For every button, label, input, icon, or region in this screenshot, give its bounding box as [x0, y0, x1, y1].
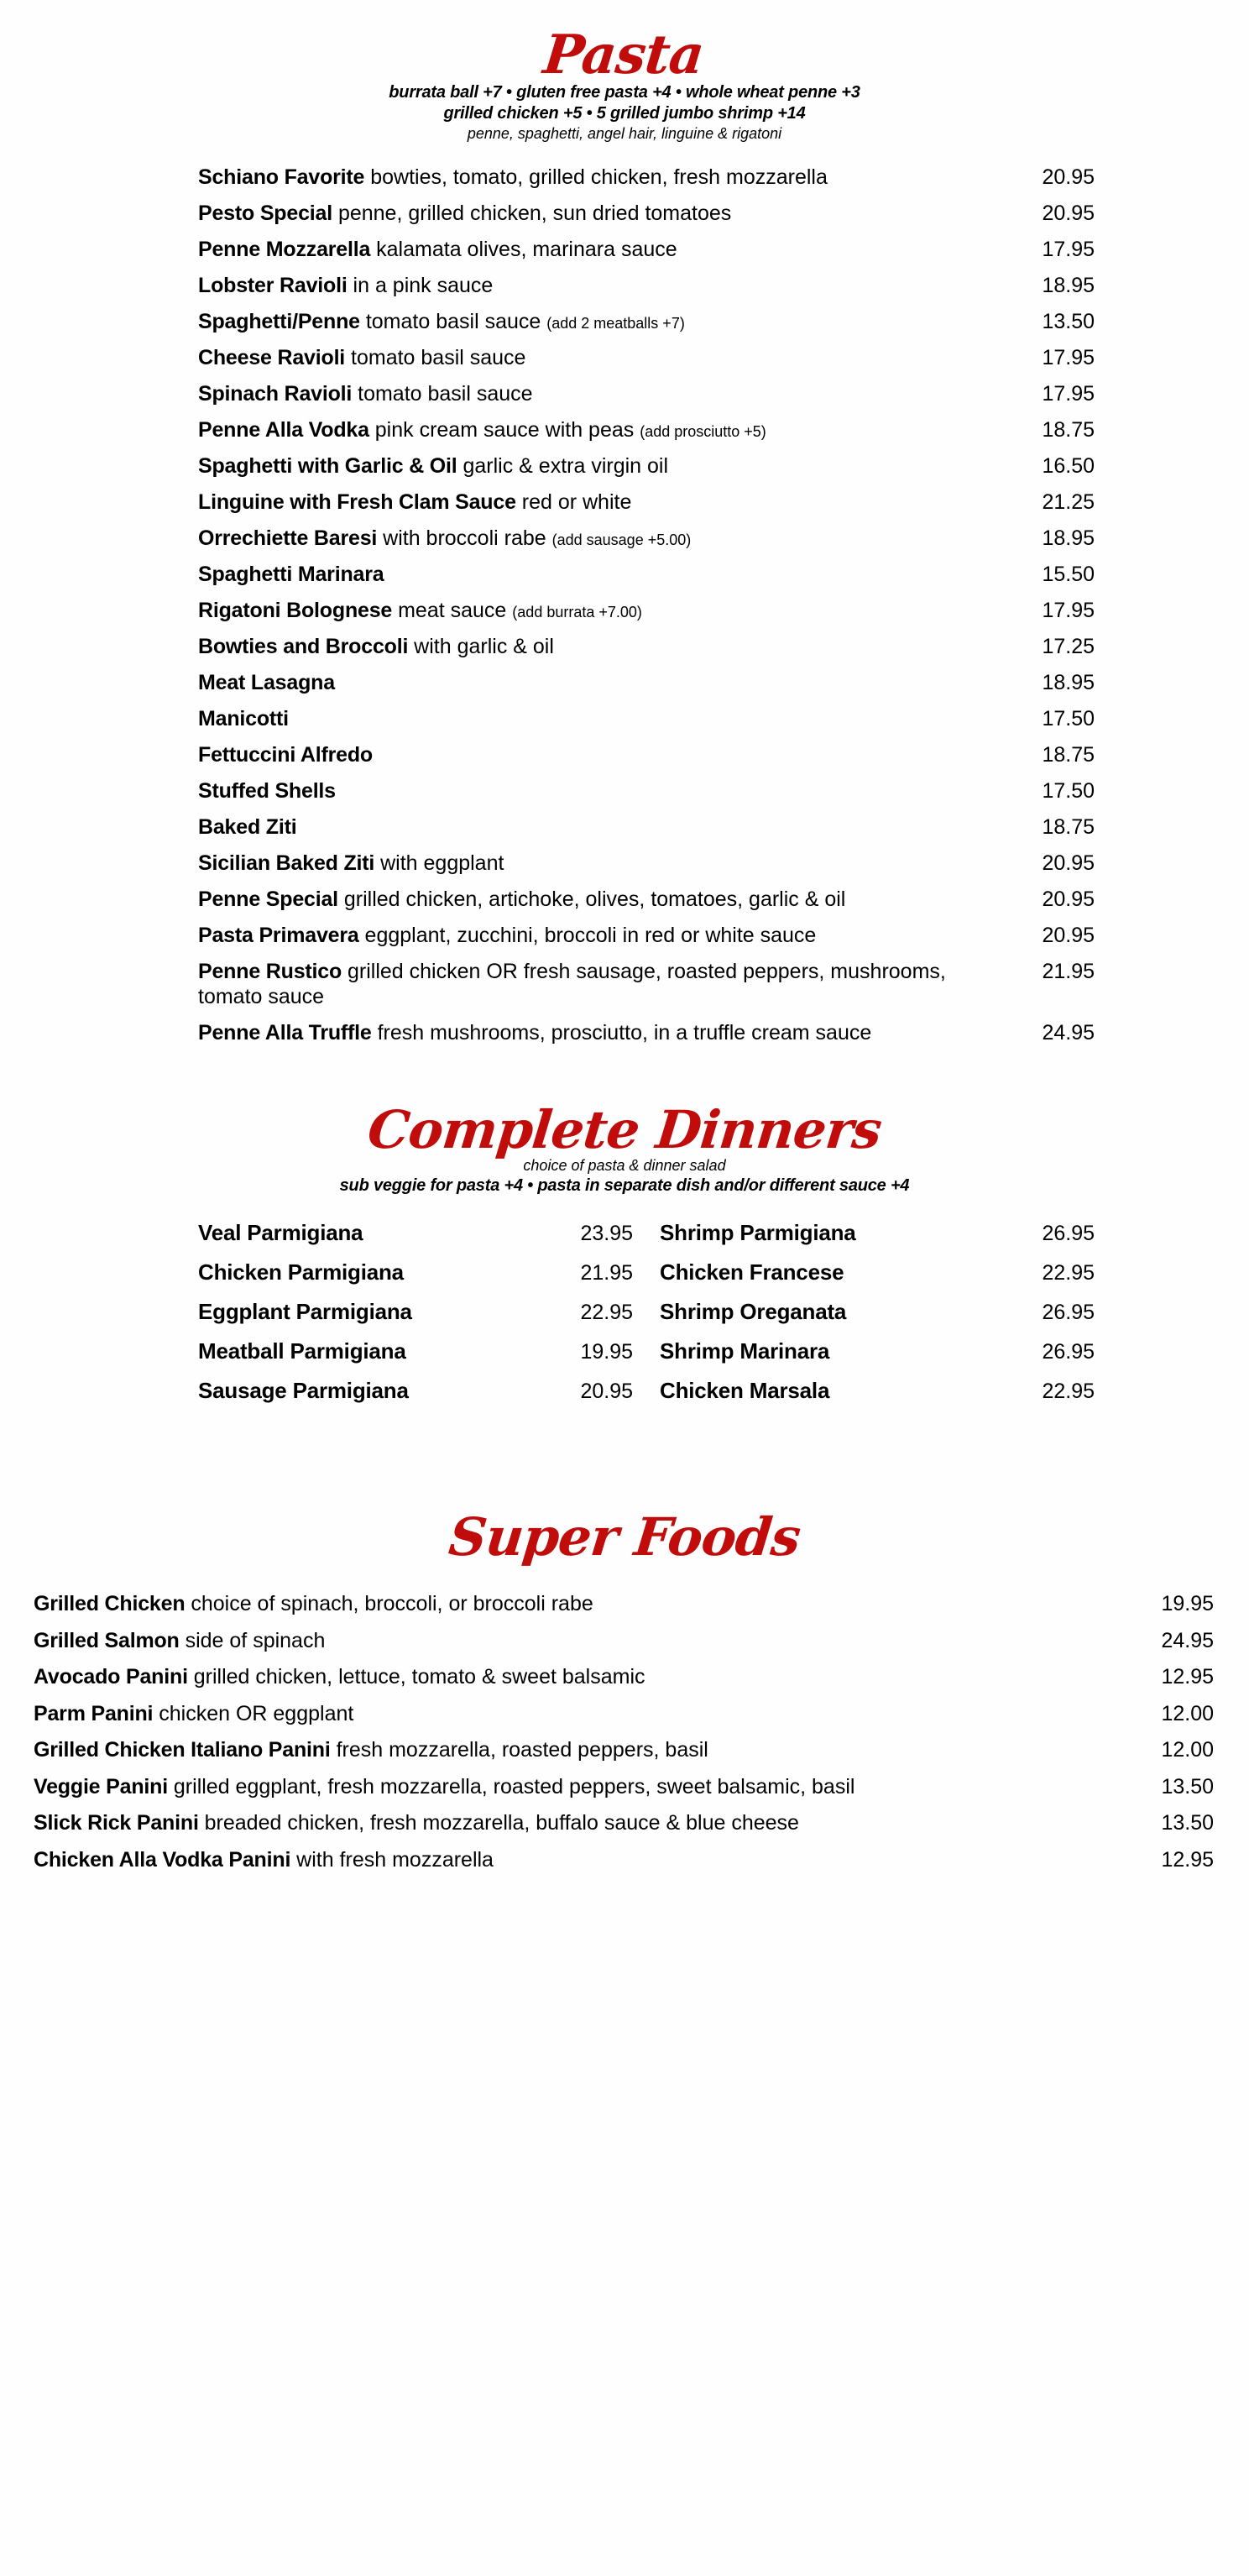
menu-item-price: 17.95 — [1042, 599, 1095, 623]
menu-item-price: 18.95 — [1042, 526, 1095, 551]
menu-item-price: 20.95 — [1042, 887, 1095, 912]
menu-item-description: meat sauce — [398, 599, 507, 623]
menu-item-name: Cheese Ravioli — [198, 346, 346, 370]
menu-item-text — [198, 563, 1004, 588]
menu-item-description: grilled chicken OR fresh sausage, roasted peppers, mushrooms, tomato sauce — [198, 960, 946, 1008]
super-food-name: Grilled Chicken — [34, 1592, 186, 1616]
super-food-price: 19.95 — [1161, 1592, 1214, 1616]
pasta-section-heading: Pasta — [540, 24, 707, 86]
super-food-description: grilled chicken, lettuce, tomato & sweet balsamic — [193, 1665, 645, 1689]
menu-item-text — [198, 454, 1004, 479]
menu-item-row — [198, 346, 1095, 371]
menu-item-row — [198, 815, 1095, 840]
super-food-description: chicken OR eggplant — [159, 1701, 354, 1725]
menu-item-text — [198, 1021, 1004, 1046]
menu-item-row — [198, 851, 1095, 877]
menu-item-description: grilled chicken, artichoke, olives, tomatoes, garlic & oil — [343, 887, 846, 912]
super-food-row — [34, 1811, 1214, 1836]
menu-item-price: 16.50 — [1042, 454, 1095, 479]
menu-item-name: Bowties and Broccoli — [198, 635, 409, 659]
menu-item-price: 17.50 — [1042, 707, 1095, 731]
menu-item-row — [198, 202, 1095, 227]
menu-item-row — [198, 779, 1095, 804]
menu-item-price: 20.95 — [1042, 851, 1095, 876]
super-food-price: 12.95 — [1161, 1665, 1214, 1689]
menu-item-row — [198, 165, 1095, 191]
dinner-item-row — [660, 1220, 1095, 1246]
super-food-row — [34, 1775, 1214, 1800]
super-food-row — [34, 1738, 1214, 1763]
menu-item-description: with eggplant — [380, 851, 504, 876]
menu-item-text — [198, 382, 1004, 407]
menu-item-row — [198, 563, 1095, 588]
menu-item-name: Schiano Favorite — [198, 165, 365, 190]
complete-dinners-grid — [154, 1220, 1095, 1417]
super-food-row — [34, 1629, 1214, 1654]
menu-item-text — [198, 851, 1004, 877]
menu-item-description: tomato basil sauce — [351, 346, 526, 370]
menu-item-price: 18.95 — [1042, 671, 1095, 695]
menu-item-name: Spaghetti Marinara — [198, 563, 384, 587]
menu-item-row — [198, 599, 1095, 624]
dinner-item-row — [198, 1299, 633, 1325]
menu-item-description: with broccoli rabe — [383, 526, 546, 551]
super-food-price: 12.95 — [1161, 1847, 1214, 1872]
menu-item-row — [198, 1021, 1095, 1046]
menu-item-description: pink cream sauce with peas — [374, 418, 635, 442]
dinner-item-name: Chicken Francese — [660, 1259, 844, 1285]
pasta-addons-line-1: burrata ball +7 • gluten free pasta +4 • whole wheat penne +3 — [389, 83, 860, 102]
menu-item-row — [198, 887, 1095, 913]
menu-item-row — [198, 238, 1095, 263]
dinner-item-row — [660, 1259, 1095, 1285]
dinners-substitution-note: sub veggie for pasta +4 • pasta in separate dish and/or different sauce +4 — [339, 1176, 910, 1196]
menu-item-name: Penne Mozzarella — [198, 238, 371, 262]
menu-item-price: 20.95 — [1042, 165, 1095, 190]
menu-item-text — [198, 165, 1004, 191]
dinner-item-row — [660, 1299, 1095, 1325]
dinner-item-name: Shrimp Oreganata — [660, 1299, 847, 1325]
menu-item-name: Penne Rustico — [198, 960, 342, 984]
super-food-text — [34, 1848, 1130, 1873]
menu-item-text — [198, 960, 1004, 1009]
menu-item-name: Sicilian Baked Ziti — [198, 851, 375, 876]
menu-item-addon-note: (add 2 meatballs +7) — [546, 315, 685, 332]
dinner-item-price: 22.95 — [1042, 1380, 1095, 1404]
super-food-text — [34, 1629, 1130, 1654]
dinners-choice-note: choice of pasta & dinner salad — [523, 1156, 726, 1174]
menu-item-row — [198, 707, 1095, 732]
menu-item-name: Stuffed Shells — [198, 779, 336, 804]
menu-item-row — [198, 454, 1095, 479]
menu-item-row — [198, 635, 1095, 660]
menu-item-name: Pesto Special — [198, 202, 332, 226]
super-food-text — [34, 1775, 1130, 1800]
menu-item-row — [198, 743, 1095, 768]
menu-item-name: Spinach Ravioli — [198, 382, 353, 406]
dinner-item-name: Chicken Marsala — [660, 1378, 830, 1404]
super-food-price: 12.00 — [1161, 1701, 1214, 1725]
menu-item-price: 21.25 — [1042, 490, 1095, 515]
menu-item-name: Spaghetti with Garlic & Oil — [198, 454, 457, 479]
menu-item-text — [198, 887, 1004, 913]
menu-item-text — [198, 635, 1004, 660]
menu-item-name: Penne Alla Truffle — [198, 1020, 372, 1045]
dinner-item-price: 23.95 — [580, 1222, 633, 1246]
menu-item-addon-note: (add sausage +5.00) — [551, 531, 692, 549]
menu-item-row — [198, 382, 1095, 407]
dinner-item-row — [198, 1220, 633, 1246]
menu-item-text — [198, 526, 1004, 552]
super-food-text — [34, 1702, 1130, 1727]
menu-item-price: 18.75 — [1042, 815, 1095, 840]
menu-item-row — [198, 490, 1095, 516]
menu-item-price: 18.75 — [1042, 418, 1095, 442]
menu-item-text — [198, 490, 1004, 516]
menu-item-text — [198, 671, 1004, 696]
dinner-item-name: Shrimp Marinara — [660, 1338, 830, 1364]
dinner-item-price: 19.95 — [580, 1340, 633, 1364]
super-food-text — [34, 1665, 1130, 1690]
dinner-item-name: Sausage Parmigiana — [198, 1378, 409, 1404]
menu-item-description: kalamata olives, marinara sauce — [376, 238, 677, 262]
super-food-description: choice of spinach, broccoli, or broccoli rabe — [191, 1592, 593, 1616]
menu-item-description: eggplant, zucchini, broccoli in red or white sauce — [364, 924, 817, 948]
super-food-name: Parm Panini — [34, 1701, 154, 1725]
menu-item-price: 17.95 — [1042, 346, 1095, 370]
menu-item-price: 17.50 — [1042, 779, 1095, 804]
menu-item-description: with garlic & oil — [414, 635, 554, 659]
menu-item-text — [198, 238, 1004, 263]
dinner-item-name: Chicken Parmigiana — [198, 1259, 404, 1285]
super-food-price: 12.00 — [1161, 1738, 1214, 1762]
super-food-row — [34, 1592, 1214, 1617]
dinner-item-price: 20.95 — [580, 1380, 633, 1404]
menu-item-name: Manicotti — [198, 707, 289, 731]
super-food-description: breaded chicken, fresh mozzarella, buffalo sauce & blue cheese — [204, 1811, 799, 1835]
menu-item-row — [198, 418, 1095, 443]
menu-item-row — [198, 960, 1095, 1009]
menu-item-row — [198, 526, 1095, 552]
menu-item-addon-note: (add burrata +7.00) — [512, 604, 642, 621]
menu-item-description: red or white — [521, 490, 632, 515]
menu-item-name: Linguine with Fresh Clam Sauce — [198, 490, 516, 515]
menu-item-name: Fettuccini Alfredo — [198, 743, 373, 767]
super-food-name: Chicken Alla Vodka Panini — [34, 1847, 291, 1872]
super-food-name: Slick Rick Panini — [34, 1811, 199, 1835]
menu-item-description: garlic & extra virgin oil — [462, 454, 669, 479]
menu-item-price: 20.95 — [1042, 202, 1095, 226]
super-foods-item-list — [15, 1592, 1234, 1872]
menu-item-price: 17.25 — [1042, 635, 1095, 659]
menu-item-price: 17.95 — [1042, 382, 1095, 406]
menu-item-description: tomato basil sauce — [365, 310, 541, 334]
dinner-item-name: Meatball Parmigiana — [198, 1338, 406, 1364]
menu-item-text — [198, 707, 1004, 732]
dinner-item-row — [198, 1259, 633, 1285]
super-food-name: Grilled Salmon — [34, 1628, 180, 1652]
super-food-text — [34, 1811, 1130, 1836]
menu-item-name: Meat Lasagna — [198, 671, 335, 695]
menu-item-description: bowties, tomato, grilled chicken, fresh mozzarella — [370, 165, 828, 190]
super-food-name: Veggie Panini — [34, 1774, 168, 1798]
super-food-text — [34, 1592, 1130, 1617]
menu-item-price: 17.95 — [1042, 238, 1095, 262]
super-food-name: Grilled Chicken Italiano Panini — [34, 1738, 331, 1762]
menu-item-price: 20.95 — [1042, 924, 1095, 948]
menu-item-name: Penne Special — [198, 887, 338, 912]
menu-item-description: in a pink sauce — [353, 274, 494, 298]
pasta-types-note: penne, spaghetti, angel hair, linguine & rigatoni — [467, 125, 782, 142]
menu-item-name: Lobster Ravioli — [198, 274, 348, 298]
dinner-item-price: 26.95 — [1042, 1340, 1095, 1364]
super-food-description: fresh mozzarella, roasted peppers, basil — [336, 1738, 708, 1762]
menu-item-price: 13.50 — [1042, 310, 1095, 334]
dinner-item-name: Veal Parmigiana — [198, 1220, 363, 1246]
super-food-row — [34, 1848, 1214, 1873]
menu-item-text — [198, 779, 1004, 804]
menu-item-description: tomato basil sauce — [358, 382, 533, 406]
dinner-item-row — [198, 1378, 633, 1404]
menu-item-row — [198, 924, 1095, 949]
menu-item-row — [198, 310, 1095, 335]
menu-item-text — [198, 202, 1004, 227]
menu-item-description: fresh mushrooms, prosciutto, in a truffle cream sauce — [377, 1020, 872, 1045]
menu-item-price: 18.95 — [1042, 274, 1095, 298]
dinner-item-price: 26.95 — [1042, 1222, 1095, 1246]
menu-item-text — [198, 310, 1004, 335]
menu-item-text — [198, 346, 1004, 371]
dinner-item-price: 22.95 — [580, 1301, 633, 1325]
super-food-text — [34, 1738, 1130, 1763]
menu-item-price: 18.75 — [1042, 743, 1095, 767]
menu-item-name: Pasta Primavera — [198, 924, 359, 948]
menu-item-text — [198, 274, 1004, 299]
super-food-name: Avocado Panini — [34, 1665, 188, 1689]
menu-item-text — [198, 815, 1004, 840]
super-food-description: grilled eggplant, fresh mozzarella, roasted peppers, sweet balsamic, basil — [173, 1774, 855, 1798]
dinner-item-name: Shrimp Parmigiana — [660, 1220, 856, 1246]
dinner-item-row — [198, 1338, 633, 1364]
menu-item-name: Spaghetti/Penne — [198, 310, 360, 334]
menu-item-text — [198, 599, 1004, 624]
menu-item-text — [198, 924, 1004, 949]
dinner-item-name: Eggplant Parmigiana — [198, 1299, 412, 1325]
menu-item-row — [198, 671, 1095, 696]
menu-item-text — [198, 743, 1004, 768]
super-food-description: with fresh mozzarella — [296, 1847, 494, 1872]
dinner-item-row — [660, 1378, 1095, 1404]
super-food-price: 13.50 — [1161, 1811, 1214, 1835]
dinner-item-row — [660, 1338, 1095, 1364]
super-food-description: side of spinach — [185, 1628, 326, 1652]
menu-item-name: Penne Alla Vodka — [198, 418, 369, 442]
pasta-addons-line-2: grilled chicken +5 • 5 grilled jumbo shrimp +14 — [443, 104, 806, 123]
super-food-row — [34, 1665, 1214, 1690]
menu-item-price: 15.50 — [1042, 563, 1095, 587]
menu-item-text — [198, 418, 1004, 443]
pasta-item-list — [154, 165, 1095, 1045]
super-food-price: 24.95 — [1161, 1628, 1214, 1652]
menu-item-row — [198, 274, 1095, 299]
dinner-item-price: 21.95 — [580, 1261, 633, 1285]
menu-item-addon-note: (add prosciutto +5) — [640, 423, 766, 441]
complete-dinners-section-heading: Complete Dinners — [364, 1098, 885, 1160]
super-food-price: 13.50 — [1161, 1774, 1214, 1798]
menu-item-price: 24.95 — [1042, 1020, 1095, 1045]
dinner-item-price: 26.95 — [1042, 1301, 1095, 1325]
super-food-row — [34, 1702, 1214, 1727]
menu-item-name: Baked Ziti — [198, 815, 297, 840]
super-foods-section-heading: Super Foods — [446, 1506, 803, 1568]
dinner-item-price: 22.95 — [1042, 1261, 1095, 1285]
menu-item-description: penne, grilled chicken, sun dried tomatoes — [337, 202, 732, 226]
menu-item-name: Rigatoni Bolognese — [198, 599, 393, 623]
menu-item-price: 21.95 — [1042, 960, 1095, 984]
menu-item-name: Orrechiette Baresi — [198, 526, 378, 551]
